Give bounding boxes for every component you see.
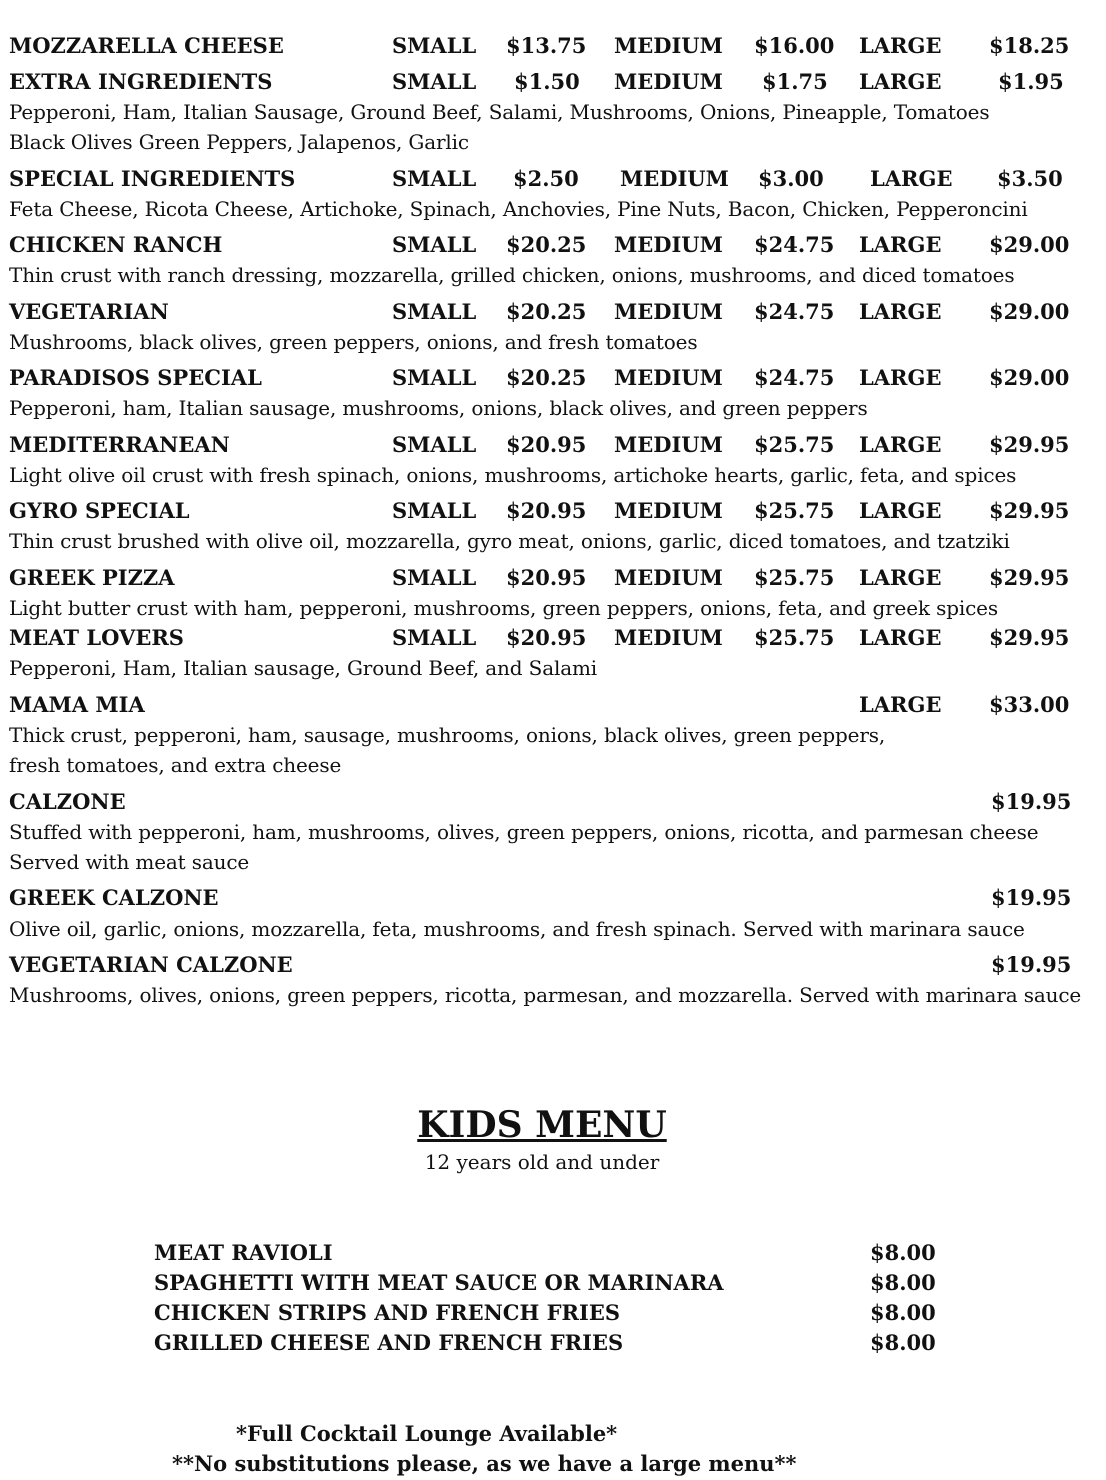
price-small: $20.95 [506, 565, 587, 590]
menu-item-gyro-special [0, 497, 1106, 525]
item-description: Mushrooms, black olives, green peppers, onions, and fresh tomatoes [9, 330, 698, 354]
kids-item-price: $8.00 [870, 1240, 936, 1265]
price-small: $20.95 [506, 498, 587, 523]
price-small: $20.95 [506, 432, 587, 457]
kids-item-price: $8.00 [870, 1300, 936, 1325]
menu-item-extra-ingredients [0, 68, 1106, 96]
price-large: $29.00 [989, 365, 1070, 390]
price-medium: $16.00 [754, 33, 835, 58]
item-description: Thick crust, pepperoni, ham, sausage, mushrooms, onions, black olives, green peppers, [9, 723, 886, 747]
item-name: EXTRA INGREDIENTS [9, 69, 273, 94]
price-medium: $25.75 [754, 432, 835, 457]
size-small-label: SMALL [392, 33, 477, 58]
price-medium: $3.00 [758, 166, 824, 191]
item-name: MEAT LOVERS [9, 625, 184, 650]
price-large: $29.95 [989, 432, 1070, 457]
price-medium: $1.75 [762, 69, 828, 94]
item-description: Stuffed with pepperoni, ham, mushrooms, olives, green peppers, onions, ricotta, and parmesan cheese [9, 820, 1039, 844]
size-large-label: LARGE [859, 33, 942, 58]
menu-item-chicken-ranch [0, 231, 1106, 259]
item-name: CALZONE [9, 789, 126, 814]
kids-item-name: GRILLED CHEESE AND FRENCH FRIES [154, 1330, 624, 1355]
cocktail-note: *Full Cocktail Lounge Available* [236, 1421, 618, 1446]
kids-item-price: $8.00 [870, 1270, 936, 1295]
price-large: $29.00 [989, 299, 1070, 324]
item-description: Black Olives Green Peppers, Jalapenos, Garlic [9, 130, 469, 154]
item-price: $19.95 [991, 952, 1072, 977]
kids-menu-subtitle: 12 years old and under [424, 1150, 660, 1174]
kids-item-price: $8.00 [870, 1330, 936, 1355]
size-medium-label: MEDIUM [614, 69, 723, 94]
menu-item-mama-mia [0, 691, 1106, 719]
item-name: VEGETARIAN [9, 299, 169, 324]
price-large: $33.00 [989, 692, 1070, 717]
item-price: $19.95 [991, 789, 1072, 814]
price-large: $29.95 [989, 565, 1070, 590]
size-large-label: LARGE [859, 692, 942, 717]
price-large: $29.00 [989, 232, 1070, 257]
price-small: $1.50 [514, 69, 580, 94]
size-small-label: SMALL [392, 565, 477, 590]
size-small-label: SMALL [392, 432, 477, 457]
menu-item-mediterranean [0, 431, 1106, 459]
size-large-label: LARGE [859, 365, 942, 390]
item-name: PARADISOS SPECIAL [9, 365, 262, 390]
price-small: $20.25 [506, 365, 587, 390]
size-small-label: SMALL [392, 365, 477, 390]
size-large-label: LARGE [859, 232, 942, 257]
item-description: Light olive oil crust with fresh spinach, onions, mushrooms, artichoke hearts, garlic, feta, and spices [9, 463, 1017, 487]
size-small-label: SMALL [392, 69, 477, 94]
menu-item-paradisos-special [0, 364, 1106, 392]
size-medium-label: MEDIUM [614, 299, 723, 324]
price-small: $13.75 [506, 33, 587, 58]
size-large-label: LARGE [859, 299, 942, 324]
size-small-label: SMALL [392, 498, 477, 523]
kids-item-name: CHICKEN STRIPS AND FRENCH FRIES [154, 1300, 620, 1325]
price-large: $18.25 [989, 33, 1070, 58]
item-price: $19.95 [991, 885, 1072, 910]
size-large-label: LARGE [859, 432, 942, 457]
menu-item-meat-lovers [0, 624, 1106, 652]
menu-item-greek-calzone [0, 884, 1106, 912]
item-description: Thin crust with ranch dressing, mozzarella, grilled chicken, onions, mushrooms, and diced tomatoes [9, 263, 1015, 287]
price-medium: $24.75 [754, 299, 835, 324]
item-description: Mushrooms, olives, onions, green peppers, ricotta, parmesan, and mozzarella. Served with marinara sauce [9, 983, 1082, 1007]
size-small-label: SMALL [392, 166, 477, 191]
size-large-label: LARGE [859, 565, 942, 590]
size-large-label: LARGE [859, 498, 942, 523]
item-description: Thin crust brushed with olive oil, mozzarella, gyro meat, onions, garlic, diced tomatoes, and tzatziki [9, 529, 1010, 553]
item-name: GREEK PIZZA [9, 565, 175, 590]
item-description: Pepperoni, Ham, Italian Sausage, Ground Beef, Salami, Mushrooms, Onions, Pineapple, Tomatoes [9, 100, 990, 124]
substitution-note: **No substitutions please, as we have a large menu** [172, 1451, 797, 1476]
kids-item-name: SPAGHETTI WITH MEAT SAUCE OR MARINARA [154, 1270, 724, 1295]
item-description: Pepperoni, ham, Italian sausage, mushrooms, onions, black olives, and green peppers [9, 396, 868, 420]
item-name: VEGETARIAN CALZONE [9, 952, 293, 977]
item-name: MEDITERRANEAN [9, 432, 230, 457]
price-medium: $24.75 [754, 365, 835, 390]
size-medium-label: MEDIUM [614, 625, 723, 650]
menu-item-greek-pizza [0, 564, 1106, 592]
price-small: $20.25 [506, 232, 587, 257]
size-large-label: LARGE [859, 625, 942, 650]
price-large: $1.95 [998, 69, 1064, 94]
size-large-label: LARGE [859, 69, 942, 94]
menu-item-special-ingredients [0, 165, 1106, 193]
price-large: $29.95 [989, 625, 1070, 650]
menu-item-calzone [0, 788, 1106, 816]
size-small-label: SMALL [392, 625, 477, 650]
size-small-label: SMALL [392, 232, 477, 257]
item-description: Served with meat sauce [9, 850, 250, 874]
kids-item-name: MEAT RAVIOLI [154, 1240, 333, 1265]
menu-item-vegetarian-calzone [0, 951, 1106, 979]
menu-item-vegetarian [0, 298, 1106, 326]
item-name: GREEK CALZONE [9, 885, 219, 910]
menu-item-mozzarella-cheese [0, 32, 1106, 60]
size-medium-label: MEDIUM [614, 432, 723, 457]
item-description: Light butter crust with ham, pepperoni, mushrooms, green peppers, onions, feta, and greek spices [9, 596, 998, 620]
price-medium: $24.75 [754, 232, 835, 257]
size-medium-label: MEDIUM [614, 565, 723, 590]
price-small: $20.25 [506, 299, 587, 324]
price-large: $29.95 [989, 498, 1070, 523]
item-name: MOZZARELLA CHEESE [9, 33, 284, 58]
size-small-label: SMALL [392, 299, 477, 324]
size-medium-label: MEDIUM [620, 166, 729, 191]
item-name: SPECIAL INGREDIENTS [9, 166, 296, 191]
size-medium-label: MEDIUM [614, 232, 723, 257]
item-name: MAMA MIA [9, 692, 145, 717]
price-large: $3.50 [997, 166, 1063, 191]
size-medium-label: MEDIUM [614, 498, 723, 523]
size-medium-label: MEDIUM [614, 33, 723, 58]
size-medium-label: MEDIUM [614, 365, 723, 390]
kids-menu-title: KIDS MENU [417, 1104, 667, 1146]
price-medium: $25.75 [754, 565, 835, 590]
item-description: Pepperoni, Ham, Italian sausage, Ground Beef, and Salami [9, 656, 598, 680]
price-small: $2.50 [513, 166, 579, 191]
price-medium: $25.75 [754, 625, 835, 650]
item-description: fresh tomatoes, and extra cheese [9, 753, 342, 777]
item-name: CHICKEN RANCH [9, 232, 223, 257]
price-medium: $25.75 [754, 498, 835, 523]
item-description: Olive oil, garlic, onions, mozzarella, feta, mushrooms, and fresh spinach. Served with marinara sauce [9, 917, 1025, 941]
price-small: $20.95 [506, 625, 587, 650]
item-description: Feta Cheese, Ricota Cheese, Artichoke, Spinach, Anchovies, Pine Nuts, Bacon, Chicken, Pepperoncini [9, 197, 1028, 221]
item-name: GYRO SPECIAL [9, 498, 190, 523]
size-large-label: LARGE [870, 166, 953, 191]
